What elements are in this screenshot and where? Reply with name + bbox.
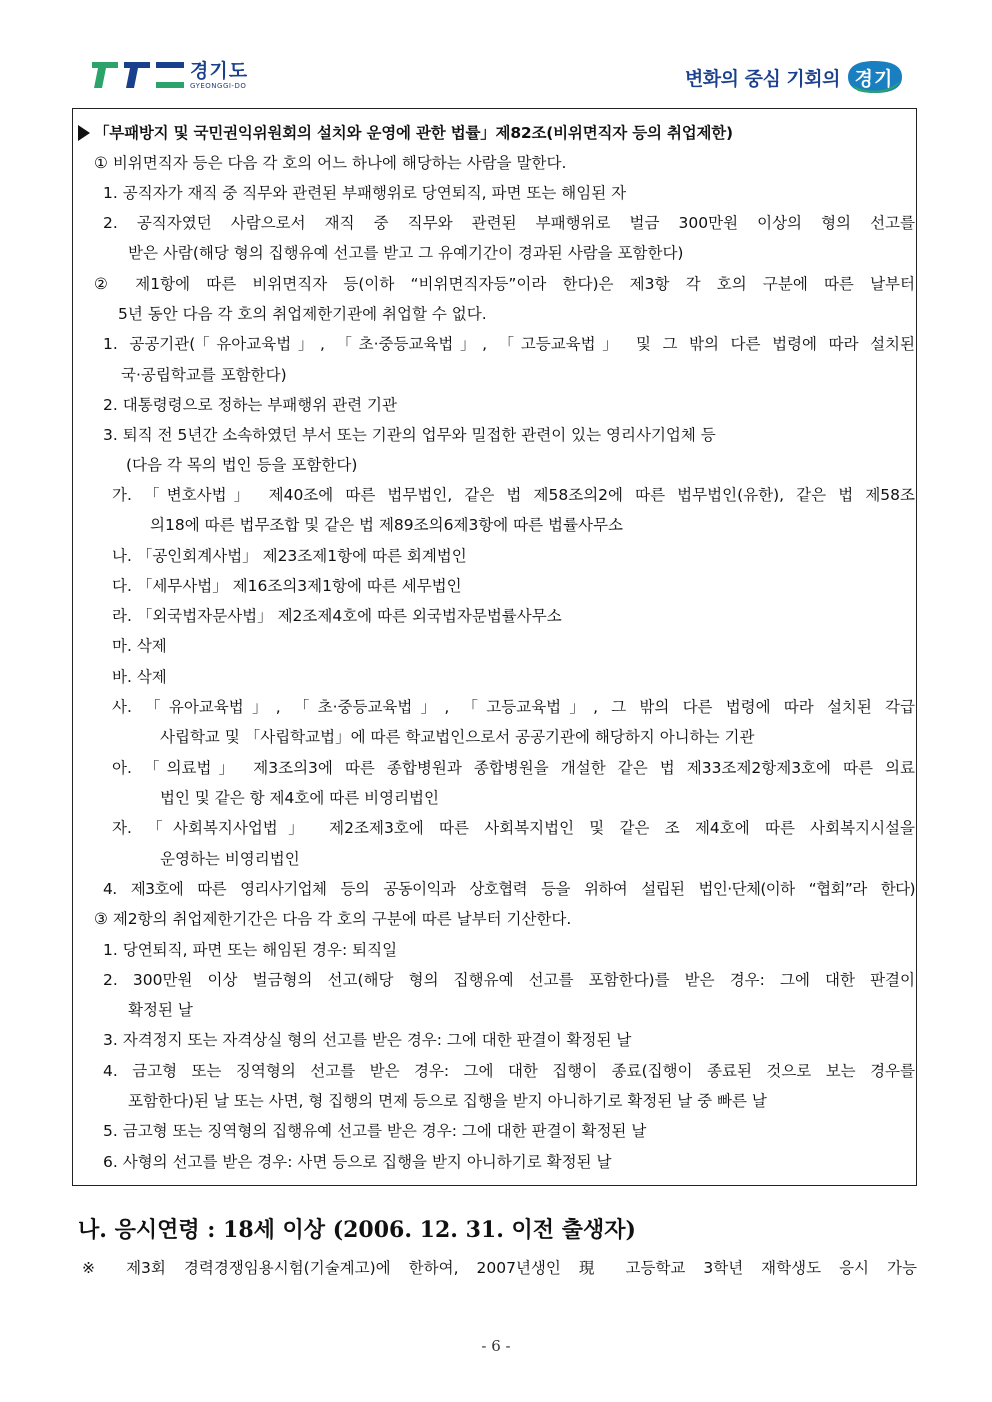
law-line: 2. 대통령령으로 정하는 부패행위 관련 기관 <box>103 396 397 414</box>
law-line: 포함한다)된 날 또는 사면, 형 집행의 면제 등으로 집행을 받지 아니하기로 확정된 날 중 빠른 날 <box>128 1092 767 1110</box>
law-line: ① 비위면직자 등은 다음 각 호의 어느 하나에 해당하는 사람을 말한다. <box>94 154 567 172</box>
law-line: 5. 금고형 또는 징역형의 집행유예 선고를 받은 경우: 그에 대한 판결이 확정된 날 <box>103 1122 647 1140</box>
law-line: 라. 「외국법자문사법」 제2조제4호에 따른 외국법자문법률사무소 <box>112 607 562 625</box>
law-line: 다. 「세무사법」 제16조의3제1항에 따른 세무법인 <box>112 577 462 595</box>
law-line: 2. 공직자였던 사람으로서 재직 중 직무와 관련된 부패행위로 벌금 300만원 이상의 형의 선고를 <box>103 214 915 232</box>
law-line: ② 제1항에 따른 비위면직자 등(이하 “비위면직자등”이라 한다)은 제3항 각 호의 구분에 따른 날부터 <box>94 275 915 293</box>
law-line: 4. 제3호에 따른 영리사기업체 등의 공동이익과 상호협력 등을 위하여 설립된 법인·단체(이하 “협회”라 한다) <box>103 880 915 898</box>
law-line: 가. 「변호사법」 제40조에 따른 법무법인, 같은 법 제58조의2에 따른 법무법인(유한), 같은 법 제58조 <box>112 486 915 504</box>
law-line: 3. 자격정지 또는 자격상실 형의 선고를 받은 경우: 그에 대한 판결이 확정된 날 <box>103 1031 632 1049</box>
law-line: 사. 「유아교육법」, 「초·중등교육법」, 「고등교육법」, 그 밖의 다른 법령에 따라 설치된 각급 <box>112 698 915 716</box>
law-line: 법인 및 같은 항 제4호에 따른 비영리법인 <box>160 789 439 807</box>
law-line: 1. 공공기관(「유아교육법」, 「초·중등교육법」, 「고등교육법」 및 그 밖의 다른 법령에 따라 설치된 <box>103 335 915 353</box>
law-title: 「부패방지 및 국민권익위원회의 설치와 운영에 관한 법률」제82조(비위면직자 등의 취업제한) <box>78 123 912 143</box>
law-line: 사립학교 및 「사립학교법」에 따른 학교법인으로서 공공기관에 해당하지 아니하는 기관 <box>160 728 755 746</box>
law-line: 국·공립학교를 포함한다) <box>121 366 287 384</box>
slogan-badge <box>844 59 904 95</box>
law-line: 마. 삭제 <box>112 637 167 655</box>
law-line: 나. 「공인회계사법」 제23조제1항에 따른 회계법인 <box>112 547 467 565</box>
page-header <box>0 0 992 110</box>
law-line: 4. 금고형 또는 징역형의 선고를 받은 경우: 그에 대한 집행이 종료(집행이 종료된 것으로 보는 경우를 <box>103 1062 915 1080</box>
gyeonggi-logo-mark-icon <box>90 58 186 94</box>
section-note: ※ 제3회 경력경쟁임용시험(기술계고)에 한하여, 2007년생인 現 고등학교 3학년 재학생도 응시 가능 <box>82 1259 917 1277</box>
law-line: 2. 300만원 이상 벌금형의 선고(해당 형의 집행유예 선고를 포함한다)를 받은 경우: 그에 대한 판결이 <box>103 971 915 989</box>
law-line: 아. 「의료법」 제3조의3에 따른 종합병원과 종합병원을 개설한 같은 법 제33조제2항제3호에 따른 의료 <box>112 759 915 777</box>
law-line: 5년 동안 다음 각 호의 취업제한기관에 취업할 수 없다. <box>118 305 487 323</box>
law-line: 1. 공직자가 재직 중 직무와 관련된 부패행위로 당연퇴직, 파면 또는 해임된 자 <box>103 184 627 202</box>
law-line: 6. 사형의 선고를 받은 경우: 사면 등으로 집행을 받지 아니하기로 확정된 날 <box>103 1153 612 1171</box>
page-number: - 6 - <box>481 1337 511 1355</box>
logo-subtitle: GYEONGGI-DO <box>190 82 247 90</box>
law-line: 확정된 날 <box>128 1001 193 1019</box>
law-line: 자. 「사회복지사업법」 제2조제3호에 따른 사회복지법인 및 같은 조 제4호에 따른 사회복지시설을 <box>112 819 915 837</box>
slogan-badge-text: 경기 <box>854 68 894 90</box>
triangle-bullet-icon <box>78 125 90 141</box>
law-line: 운영하는 비영리법인 <box>160 850 300 868</box>
law-excerpt-box <box>72 108 917 1186</box>
slogan-logo <box>685 58 904 96</box>
law-line: 1. 당연퇴직, 파면 또는 해임된 경우: 퇴직일 <box>103 941 398 959</box>
law-line: ③ 제2항의 취업제한기간은 다음 각 호의 구분에 따른 날부터 기산한다. <box>94 910 572 928</box>
logo-name: 경기도 <box>190 60 249 82</box>
law-line: 바. 삭제 <box>112 668 167 686</box>
law-line: 받은 사람(해당 형의 집행유예 선고를 받고 그 유예기간이 경과된 사람을 포함한다) <box>128 244 684 262</box>
slogan-text: 변화의 중심 기회의 <box>684 67 840 90</box>
section-heading: 나. 응시연령 : 18세 이상 (2006. 12. 31. 이전 출생자) <box>78 1217 636 1243</box>
law-line: 3. 퇴직 전 5년간 소속하였던 부서 또는 기관의 업무와 밀접한 관련이 있는 영리사기업체 등 <box>103 426 716 444</box>
gyeonggi-logo <box>90 58 260 98</box>
law-line: (다음 각 목의 법인 등을 포함한다) <box>126 456 358 474</box>
law-line: 의18에 따른 법무조합 및 같은 법 제89조의6제3항에 따른 법률사무소 <box>150 516 623 534</box>
